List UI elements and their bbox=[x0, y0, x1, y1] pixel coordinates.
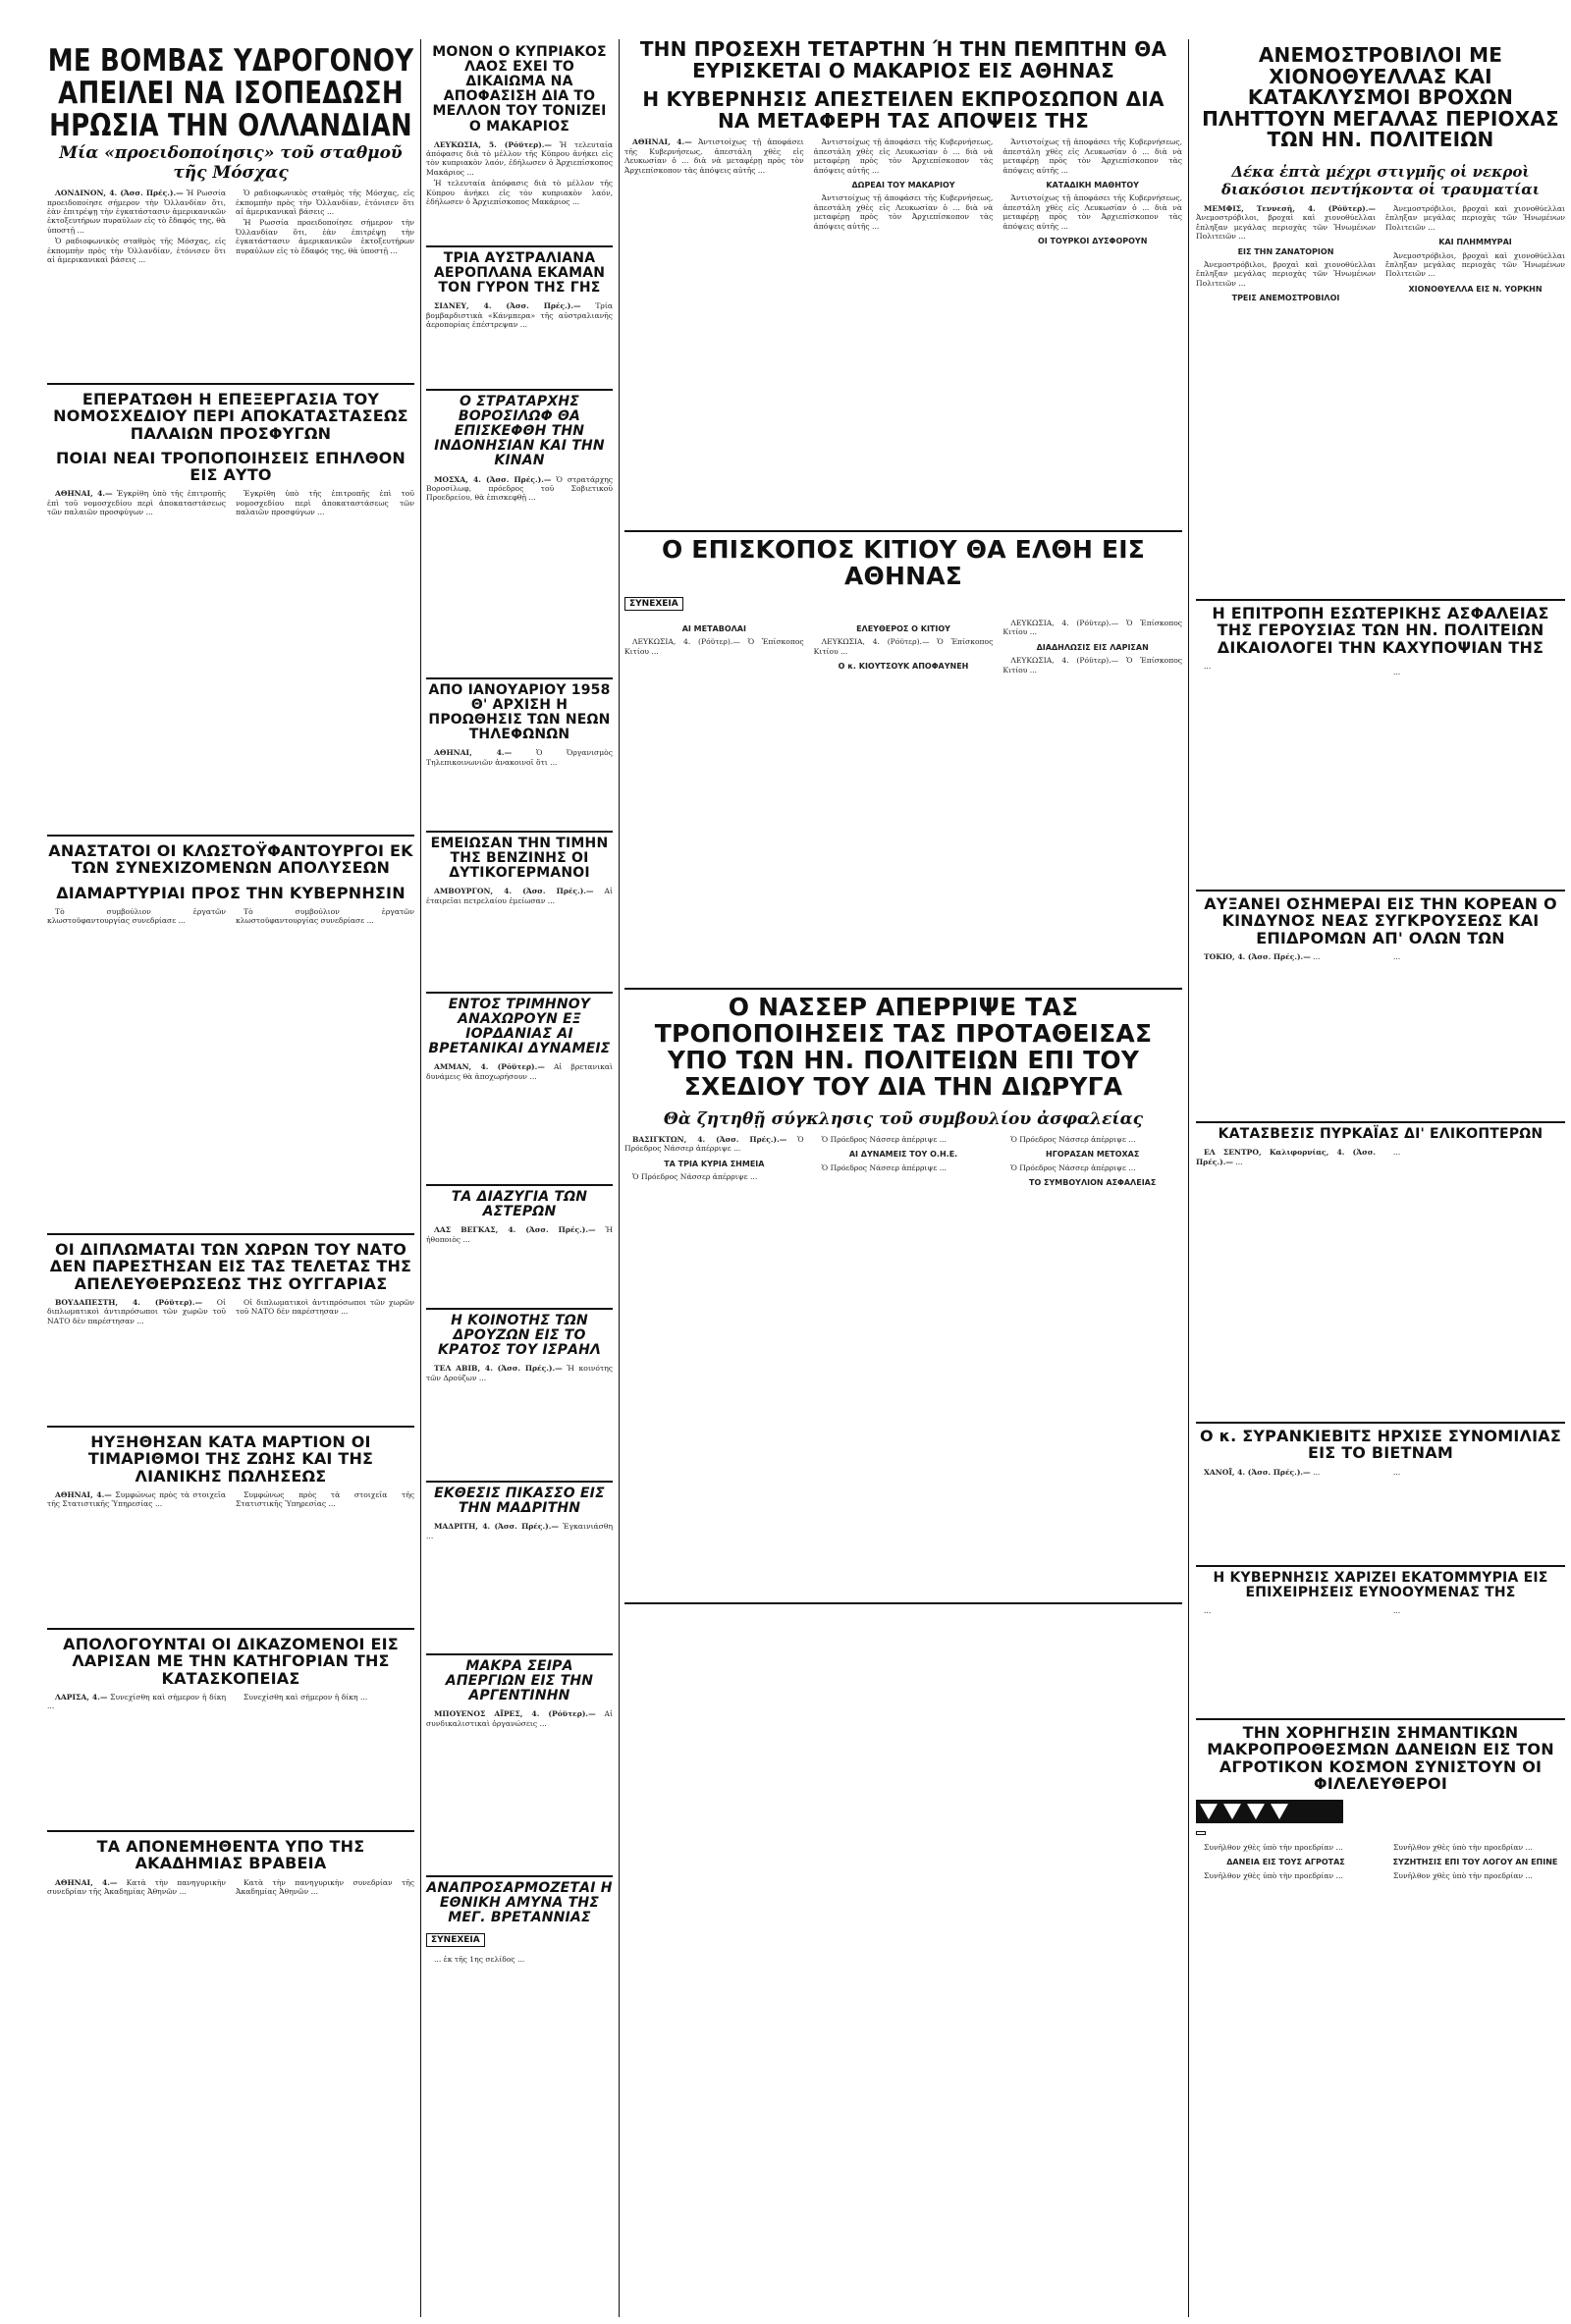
headline: Η ΚΥΒΕΡΝΗΣΙΣ ΧΑΡΙΖΕΙ ΕΚΑΤΟΜΜΥΡΙΑ ΕΙΣ ΕΠΙΧΕΙΡΗΣΕΙΣ ΕΥΝΟΟΥΜΕΝΑΣ ΤΗΣ bbox=[1213, 1570, 1548, 1601]
paragraph: Συνεχίσθη καὶ σήμερον ἡ δίκη ... bbox=[244, 1692, 368, 1702]
article-weather bbox=[1196, 45, 1565, 595]
article-argentina bbox=[426, 1653, 613, 1869]
article-new-phones bbox=[426, 677, 613, 825]
paragraph: Ἀντιστοίχως τῇ ἀποφάσει τῆς Κυβερνήσεως, ἀπεστάλη χθὲς εἰς Λευκωσίαν ὁ ... διὰ νὰ μεταφέρῃ πρὸς τὸν Ἀρχιεπίσκοπον τὰς ἀπόψεις αὐτῆς ... bbox=[624, 137, 804, 175]
column-rule bbox=[1188, 39, 1189, 2317]
article-body bbox=[426, 301, 613, 331]
paragraph: Αἱ ἑταιρεῖαι πετρελαίου ἐμείωσαν ... bbox=[426, 887, 613, 905]
article-mayors bbox=[1196, 599, 1565, 884]
continuation-banner bbox=[1196, 1800, 1343, 1823]
article-picasso bbox=[426, 1481, 613, 1648]
article-body bbox=[624, 1628, 1182, 1634]
paragraph: Ἀντιστοίχως τῇ ἀποφάσει τῆς Κυβερνήσεως, ἀπεστάλη χθὲς εἰς Λευκωσίαν ὁ ... διὰ νὰ μεταφέρῃ πρὸς τὸν Ἀρχιεπίσκοπον τὰς ἀπόψεις αὐτῆς ... bbox=[1002, 193, 1183, 231]
headline: ΤΗΝ ΠΡΟΣΕΧΗ ΤΕΤΑΡΤΗΝ Ή ΤΗΝ ΠΕΜΠΤΗΝ ΘΑ ΕΥΡΙΣΚΕΤΑΙ Ο ΜΑΚΑΡΙΟΣ ΕΙΣ ΑΘΗΝΑΣ bbox=[639, 37, 1167, 82]
article-body bbox=[624, 137, 1182, 249]
paragraph: Ὁ Πρόεδρος Νάσσερ ἀπέρριψε ... bbox=[632, 1172, 758, 1182]
paragraph: ΛΕΥΚΩΣΙΑ, 4. (Ρόϋτερ).— Ὁ Ἐπίσκοπος Κιτίου ... bbox=[1002, 619, 1183, 637]
paragraph: ΛΕΥΚΩΣΙΑ, 4. (Ρόϋτερ).— Ὁ Ἐπίσκοπος Κιτίου ... bbox=[624, 637, 804, 656]
dateline: ΛΟΝΔΙΝΟΝ, 4. (Ἀσσ. Πρές.).— bbox=[55, 189, 184, 198]
column-rule bbox=[619, 39, 620, 1119]
article-uk-defence bbox=[426, 1875, 613, 2317]
paragraph: Ἀντιστοίχως τῇ ἀποφάσει τῆς Κυβερνήσεως, ἀπεστάλη χθὲς εἰς Λευκωσίαν ὁ ... διὰ νὰ μεταφέρῃ πρὸς τὸν Ἀρχιεπίσκοπον τὰς ἀπόψεις αὐτῆς ... bbox=[1002, 137, 1183, 175]
headline: ΑΝΕΜΟΣΤΡΟΒΙΛΟΙ ΜΕ ΧΙΟΝΟΘΥΕΛΛΑΣ ΚΑΙ ΚΑΤΑΚΛΥΣΜΟΙ ΒΡΟΧΩΝ ΠΛΗΤΤΟΥΝ ΜΕΓΑΛΑΣ ΠΕΡΙΟΧΑΣ ΤΩΝ ΗΝ. ΠΟΛΙΤΕΙΩΝ bbox=[1202, 43, 1559, 152]
dateline: ΑΘΗΝΑΙ, 4.— bbox=[55, 489, 113, 499]
column-rule bbox=[619, 1119, 620, 2317]
headline: ΜΑΚΡΑ ΣΕΙΡΑ ΑΠΕΡΓΙΩΝ ΕΙΣ ΤΗΝ ΑΡΓΕΝΤΙΝΗΝ bbox=[445, 1658, 594, 1704]
dateline: ΑΘΗΝΑΙ, 4.— bbox=[632, 137, 692, 147]
paragraph: Ὁ Ὀργανισμὸς Τηλεπικοινωνιῶν ἀνακοινοῖ ὅτι ... bbox=[426, 748, 613, 767]
paragraph: Ἡ ἠθοποιὸς ... bbox=[426, 1225, 613, 1244]
headline: ΟΙ ΔΙΠΛΩΜΑΤΑΙ ΤΩΝ ΧΩΡΩΝ ΤΟΥ ΝΑΤΟ ΔΕΝ ΠΑΡΕΣΤΗΣΑΝ ΕΙΣ ΤΑΣ ΤΕΛΕΤΑΣ ΤΗΣ ΑΠΕΛΕΥΘΕΡΩΣΕΩΣ ΤΗΣ ΟΥΓΓΑΡΙΑΣ bbox=[49, 1240, 412, 1293]
paragraph: ΛΕΥΚΩΣΙΑ, 4. (Ρόϋτερ).— Ὁ Ἐπίσκοπος Κιτίου ... bbox=[813, 637, 994, 656]
section-heading: ΣΥΖΗΤΗΣΙΣ ΕΠΙ ΤΟΥ ΛΟΓΟΥ ΑΝ ΕΠΙΝΕ bbox=[1392, 1858, 1558, 1867]
article-body bbox=[1196, 204, 1565, 307]
dateline: ΛΑΡΙΣΑ, 4.— bbox=[55, 1692, 108, 1702]
paragraph: ... bbox=[1393, 951, 1401, 961]
article-body bbox=[1196, 952, 1565, 963]
banner-chevron bbox=[1247, 1804, 1265, 1819]
continuation-label: ΣΥΝΕΧΕΙΑ bbox=[426, 1933, 485, 1947]
banner-chevron bbox=[1200, 1804, 1218, 1819]
article-body bbox=[1196, 662, 1565, 678]
article-body bbox=[426, 140, 613, 209]
continuation-label bbox=[1196, 1831, 1206, 1835]
headline: ΗΥΞΗΘΗΣΑΝ ΚΑΤΑ ΜΑΡΤΙΟΝ ΟΙ ΤΙΜΑΡΙΘΜΟΙ ΤΗΣ ΖΩΗΣ ΚΑΙ ΤΗΣ ΛΙΑΝΙΚΗΣ ΠΩΛΗΣΕΩΣ bbox=[87, 1432, 374, 1486]
paragraph: Ἡ Ρωσσία προειδοποίησε σήμερον τὴν Ὀλλανδίαν ὅτι, ἐὰν ἐπιτρέψῃ τὴν ἐγκατάστασιν ἀμερικανικῶν ἐκτοξευτήρων πυραύλων εἰς τὸ ἔδαφός της, θὰ ὑποστῇ ... bbox=[236, 218, 414, 255]
section-heading: ΕΙΣ ΤΗΝ ΖΑΝΑΤΟΡΙΟΝ bbox=[1237, 246, 1334, 256]
headline: Η ΕΠΙΤΡΟΠΗ ΕΣΩΤΕΡΙΚΗΣ ΑΣΦΑΛΕΙΑΣ ΤΗΣ ΓΕΡΟΥΣΙΑΣ ΤΩΝ ΗΝ. ΠΟΛΙΤΕΙΩΝ ΔΙΚΑΙΟΛΟΓΕΙ ΤΗΝ ΚΑΧΥΠΟΨΙΑΝ ΤΗΣ bbox=[1212, 604, 1549, 657]
continuation-label: ΣΥΝΕΧΕΙΑ bbox=[624, 597, 683, 611]
paragraph: Ὁ Πρόεδρος Νάσσερ ἀπέρριψε ... bbox=[1010, 1162, 1136, 1172]
paragraph: ... bbox=[1393, 667, 1401, 676]
section-heading: ΧΙΟΝΟΘΥΕΛΛΑ ΕΙΣ Ν. ΥΟΡΚΗΝ bbox=[1408, 284, 1543, 294]
paragraph: ... bbox=[1313, 1467, 1321, 1477]
paragraph: Ἐγκαινιάσθη ... bbox=[426, 1522, 613, 1540]
headline: Ο ΣΤΡΑΤΑΡΧΗΣ ΒΟΡΟΣΙΛΩΦ ΘΑ ΕΠΙΣΚΕΦΘΗ ΤΗΝ ΙΝΔΟΝΗΣΙΑΝ ΚΑΙ ΤΗΝ ΚΙΝΑΝ bbox=[434, 394, 605, 469]
article-body bbox=[426, 748, 613, 769]
column-rule bbox=[420, 1060, 421, 2317]
article-bishop-kition bbox=[624, 530, 1182, 982]
paragraph: ... bbox=[1393, 1148, 1401, 1158]
paragraph: Συνῆλθον χθὲς ὑπὸ τὴν προεδρίαν ... bbox=[1204, 1843, 1343, 1853]
paragraph: Ἀνεμοστρόβιλοι, βροχαὶ καὶ χιονοθύελλαι ἔπληξαν μεγάλας περιοχὰς τῶν Ἡνωμένων Πολιτειῶν ... bbox=[1385, 203, 1565, 232]
article-benzine bbox=[426, 831, 613, 988]
headline: ΤΑ ΑΠΟΝΕΜΗΘΕΝΤΑ ΥΠΟ ΤΗΣ ΑΚΑΔΗΜΙΑΣ ΒΡΑΒΕΙΑ bbox=[96, 1837, 365, 1873]
paragraph: Ὁ Πρόεδρος Νάσσερ ἀπέρριψε ... bbox=[624, 1135, 804, 1154]
headline: ΑΠΟΛΟΓΟΥΝΤΑΙ ΟΙ ΔΙΚΑΖΟΜΕΝΟΙ ΕΙΣ ΛΑΡΙΣΑΝ ΜΕ ΤΗΝ ΚΑΤΗΓΟΡΙΑΝ ΤΗΣ ΚΑΤΑΣΚΟΠΕΙΑΣ bbox=[63, 1635, 399, 1688]
paragraph: Συνῆλθον χθὲς ὑπὸ τὴν προεδρίαν ... bbox=[1393, 1870, 1533, 1880]
paragraph: Ὁ ραδιοφωνικὸς σταθμὸς τῆς Μόσχας, εἰς ἐκπομπὴν πρὸς τὴν Ὀλλανδίαν, ἐτόνισεν ὅτι αἱ ἀμερικανικαὶ βάσεις ... bbox=[236, 189, 414, 217]
article-fire-helicopters bbox=[1196, 1422, 1565, 1559]
paragraph: Ἡ κοινότης τῶν Δρούζων ... bbox=[426, 1364, 613, 1382]
paragraph: Ἐγκρίθη ὑπὸ τῆς ἐπιτροπῆς ἐπὶ τοῦ νομοσχεδίου περὶ ἀποκαταστάσεως τῶν παλαιῶν προσφύγων ... bbox=[47, 489, 226, 517]
dateline: ΧΑΝΟΪ, 4. (Ἀσσ. Πρές.).— bbox=[1204, 1467, 1311, 1477]
paragraph: ... bbox=[1393, 1467, 1401, 1477]
continuation-marker bbox=[624, 597, 1182, 611]
article-body bbox=[426, 1364, 613, 1384]
article-body bbox=[1196, 1843, 1565, 1882]
article-refugees bbox=[47, 383, 414, 825]
article-body bbox=[47, 907, 414, 928]
article-price-indices bbox=[47, 1426, 414, 1622]
article-body bbox=[1196, 1468, 1565, 1479]
article-senate bbox=[1196, 890, 1565, 1115]
section-heading: ΤΟ ΣΥΜΒΟΥΛΙΟΝ ΑΣΦΑΛΕΙΑΣ bbox=[1029, 1178, 1157, 1188]
paragraph: Ὁ στρατάρχης Βοροσίλωφ, πρόεδρος τοῦ Σοβιετικοῦ Προεδρείου, θὰ ἐπισκεφθῇ ... bbox=[426, 474, 613, 503]
paragraph: Συνεχίσθη καὶ σήμερον ἡ δίκη ... bbox=[47, 1692, 226, 1711]
article-nasser bbox=[624, 988, 1182, 1596]
continuation-marker bbox=[1196, 1831, 1565, 1835]
section-heading: ΟΙ ΤΟΥΡΚΟΙ ΔΥΣΦΟΡΟΥΝ bbox=[1037, 237, 1148, 246]
section-heading: Ο κ. ΚΙΟΥΤΣΟΥΚ ΑΠΟΦΑΥΝΕΗ bbox=[838, 662, 969, 672]
section-heading: ΔΑΝΕΙΑ ΕΙΣ ΤΟΥΣ ΑΓΡΟΤΑΣ bbox=[1226, 1858, 1345, 1867]
article-body bbox=[47, 1490, 414, 1511]
article-subsidies bbox=[1196, 1718, 1565, 2317]
article-textile-workers bbox=[47, 835, 414, 1227]
headline: ΕΜΕΙΩΣΑΝ ΤΗΝ ΤΙΜΗΝ ΤΗΣ ΒΕΝΖΙΝΗΣ ΟΙ ΔΥΤΙΚΟΓΕΡΜΑΝΟΙ bbox=[430, 836, 609, 882]
headline: Η ΚΟΙΝΟΤΗΣ ΤΩΝ ΔΡΟΥΖΩΝ ΕΙΣ ΤΟ ΚΡΑΤΟΣ ΤΟΥ ΙΣΡΑΗΛ bbox=[437, 1313, 602, 1359]
dateline: ΑΘΗΝΑΙ, 4.— bbox=[434, 748, 513, 758]
headline: ΑΥΞΑΝΕΙ ΟΣΗΜΕΡΑΙ ΕΙΣ ΤΗΝ ΚΟΡΕΑΝ Ο ΚΙΝΔΥΝΟΣ ΝΕΑΣ ΣΥΓΚΡΟΥΣΕΩΣ ΚΑΙ ΕΠΙΔΡΟΜΩΝ ΑΠ' ΟΛΩΝ ΤΩΝ bbox=[1204, 894, 1557, 947]
dateline: ΜΟΣΧΑ, 4. (Ἀσσ. Πρές.).— bbox=[434, 474, 552, 484]
article-body bbox=[426, 1062, 613, 1083]
dateline: ΤΕΛ ΑΒΙΒ, 4. (Ἀσσ. Πρές.).— bbox=[434, 1364, 563, 1374]
column-rule bbox=[420, 39, 421, 1060]
dateline: ΜΕΜΦΙΣ, Τεννεσῆ, 4. (Ρόϋτερ).— bbox=[1204, 203, 1376, 213]
dateline: ΑΘΗΝΑΙ, 4.— bbox=[55, 1877, 118, 1887]
subheadline: ΔΙΑΜΑΡΤΥΡΙΑΙ ΠΡΟΣ ΤΗΝ ΚΥΒΕΡΝΗΣΙΝ bbox=[56, 883, 406, 902]
article-druze bbox=[426, 1308, 613, 1475]
paragraph: Ὁ Πρόεδρος Νάσσερ ἀπέρριψε ... bbox=[1010, 1135, 1136, 1144]
paragraph: Ἀνεμοστρόβιλοι, βροχαὶ καὶ χιονοθύελλαι ἔπληξαν μεγάλας περιοχὰς τῶν Ἡνωμένων Πολιτειῶν ... bbox=[1196, 213, 1376, 242]
dateline: ΒΑΣΙΓΚΤΩΝ, 4. (Ἀσσ. Πρές.).— bbox=[632, 1135, 787, 1144]
paragraph: Συνῆλθον χθὲς ὑπὸ τὴν προεδρίαν ... bbox=[1393, 1843, 1533, 1853]
headline: ΕΝΤΟΣ ΤΡΙΜΗΝΟΥ ΑΝΑΧΩΡΟΥΝ ΕΞ ΙΟΡΔΑΝΙΑΣ ΑΙ ΒΡΕΤΑΝΙΚΑΙ ΔΥΝΑΜΕΙΣ bbox=[428, 997, 611, 1057]
article-makarios-athens bbox=[624, 39, 1182, 530]
article-body bbox=[426, 1522, 613, 1542]
section-heading: ΕΛΕΥΘΕΡΟΣ Ο ΚΙΤΙΟΥ bbox=[856, 624, 950, 633]
paragraph: Ὁ Πρόεδρος Νάσσερ ἀπέρριψε ... bbox=[821, 1135, 947, 1144]
paragraph: ... bbox=[1235, 1157, 1243, 1166]
dateline: ΜΠΟΥΕΝΟΣ ΑΪΡΕΣ, 4. (Ρόϋτερ).— bbox=[434, 1709, 596, 1719]
article-body bbox=[426, 887, 613, 907]
continuation-marker bbox=[426, 1933, 613, 1947]
headline: ΚΑΤΑΣΒΕΣΙΣ ΠΥΡΚΑΪΑΣ ΔΙ' ΕΛΙΚΟΠΤΕΡΩΝ bbox=[1218, 1126, 1544, 1142]
paragraph: Κατὰ τὴν πανηγυρικὴν συνεδρίαν τῆς Ἀκαδημίας Ἀθηνῶν ... bbox=[47, 1877, 226, 1896]
headline: Ο ΕΠΙΣΚΟΠΟΣ ΚΙΤΙΟΥ ΘΑ ΕΛΘΗ ΕΙΣ ΑΘΗΝΑΣ bbox=[661, 535, 1146, 590]
headline: ΕΚΘΕΣΙΣ ΠΙΚΑΣΣΟ ΕΙΣ ΤΗΝ ΜΑΔΡΙΤΗΝ bbox=[434, 1486, 605, 1517]
article-body bbox=[624, 1135, 1182, 1192]
section-heading: ΑΙ ΔΥΝΑΜΕΙΣ ΤΟΥ Ο.Η.Ε. bbox=[848, 1150, 958, 1160]
paragraph: ... ἐκ τῆς 1ης σελίδος ... bbox=[434, 1955, 525, 1965]
paragraph: Οἱ διπλωματικοὶ ἀντιπρόσωποι τῶν χωρῶν τοῦ ΝΑΤΟ δὲν παρέστησαν ... bbox=[47, 1297, 226, 1325]
dateline: ΣΙΔΝΕΥ, 4. (Ἀσσ. Πρές.).— bbox=[434, 301, 581, 311]
section-heading: ΗΓΟΡΑΣΑΝ ΜΕΤΟΧΑΣ bbox=[1046, 1150, 1140, 1160]
paragraph: ... bbox=[1313, 951, 1321, 961]
dateline: ΛΑΣ ΒΕΓΚΑΣ, 4. (Ἀσσ. Πρές.).— bbox=[434, 1225, 596, 1235]
paragraph: Ἀνεμοστρόβιλοι, βροχαὶ καὶ χιονοθύελλαι ἔπληξαν μεγάλας περιοχὰς τῶν Ἡνωμένων Πολιτειῶν ... bbox=[1196, 260, 1376, 288]
paragraph: Αἱ βρετανικαὶ δυνάμεις θὰ ἀποχωρήσουν ... bbox=[426, 1062, 613, 1081]
paragraph: Οἱ διπλωματικοὶ ἀντιπρόσωποι τῶν χωρῶν τοῦ ΝΑΤΟ δὲν παρέστησαν ... bbox=[236, 1297, 414, 1317]
dateline: ΜΑΔΡΙΤΗ, 4. (Ἀσσ. Πρές.).— bbox=[434, 1522, 560, 1532]
headline: Ο ΝΑΣΣΕΡ ΑΠΕΡΡΙΨΕ ΤΑΣ ΤΡΟΠΟΠΟΙΗΣΕΙΣ ΤΑΣ ΠΡΟΤΑΘΕΙΣΑΣ ΥΠΟ ΤΩΝ ΗΝ. ΠΟΛΙΤΕΙΩΝ ΕΠΙ ΤΟΥ ΣΧΕΔΙΟΥ ΤΟΥ ΔΙΑ ΤΗΝ ΔΙΩΡΥΓΑ bbox=[654, 993, 1153, 1101]
headline: Ο κ. ΣΥΡΑΝΚΙΕΒΙΤΣ ΗΡΧΙΣΕ ΣΥΝΟΜΙΛΙΑΣ ΕΙΣ ΤΟ ΒΙΕΤΝΑΜ bbox=[1200, 1427, 1561, 1463]
headline: ΑΝΑΣΤΑΤΟΙ ΟΙ ΚΛΩΣΤΟΫΦΑΝΤΟΥΡΓΟΙ ΕΚ ΤΩΝ ΣΥΝΕΧΙΖΟΜΕΝΩΝ ΑΠΟΛΥΣΕΩΝ bbox=[48, 841, 413, 878]
article-body bbox=[47, 189, 414, 266]
paragraph: Τὸ συμβούλιον ἐργατῶν κλωστοϋφαντουργίας συνεδρίασε ... bbox=[47, 906, 226, 926]
subheadline: Μία «προειδοποίησις» τοῦ σταθμοῦ τῆς Μόσχας bbox=[59, 143, 403, 184]
article-body bbox=[1196, 1148, 1565, 1168]
paragraph: ... bbox=[1393, 1606, 1401, 1616]
banner-chevron bbox=[1271, 1804, 1288, 1819]
paragraph: Ἀντιστοίχως τῇ ἀποφάσει τῆς Κυβερνήσεως, ἀπεστάλη χθὲς εἰς Λευκωσίαν ὁ ... διὰ νὰ μεταφέρῃ πρὸς τὸν Ἀρχιεπίσκοπον τὰς ἀπόψεις αὐτῆς ... bbox=[813, 137, 994, 175]
article-body bbox=[426, 1225, 613, 1246]
paragraph: Κατὰ τὴν πανηγυρικὴν συνεδρίαν τῆς Ἀκαδημίας Ἀθηνῶν ... bbox=[236, 1877, 414, 1896]
article-body bbox=[426, 1955, 613, 1966]
paragraph: ... bbox=[1204, 1606, 1212, 1616]
article-body bbox=[47, 1693, 414, 1713]
article-body bbox=[1196, 1606, 1565, 1617]
dateline: ΒΟΥΔΑΠΕΣΤΗ, 4. (Ρόϋτερ).— bbox=[55, 1297, 203, 1307]
article-body bbox=[47, 489, 414, 518]
dateline: ΛΕΥΚΩΣΙΑ, 5. (Ρόϋτερ).— bbox=[434, 139, 553, 149]
paragraph: Τὸ συμβούλιον ἐργατῶν κλωστοϋφαντουργίας συνεδρίασε ... bbox=[236, 906, 414, 926]
banner-chevron bbox=[1223, 1804, 1241, 1819]
article-farm-loans bbox=[624, 1602, 1182, 2319]
section-heading: ΤΑ ΤΡΙΑ ΚΥΡΙΑ ΣΗΜΕΙΑ bbox=[664, 1159, 765, 1168]
subheadline: ΠΟΙΑΙ ΝΕΑΙ ΤΡΟΠΟΠΟΙΗΣΕΙΣ ΕΠΗΛΘΟΝ ΕΙΣ ΑΥΤΟ bbox=[55, 448, 406, 485]
paragraph: Ἡ τελευταία ἀπόφασις διὰ τὸ μέλλον τῆς Κύπρου ἀνήκει εἰς τὸν κυπριακὸν λαόν, ἐδήλωσεν ὁ Ἀρχιεπίσκοπος Μακάριος ... bbox=[426, 179, 613, 207]
paragraph: Ὁ ραδιοφωνικὸς σταθμὸς τῆς Μόσχας, εἰς ἐκπομπὴν πρὸς τὴν Ὀλλανδίαν, ἐτόνισεν ὅτι αἱ ἀμερικανικαὶ βάσεις ... bbox=[47, 237, 226, 265]
headline: ΑΠΟ ΙΑΝΟΥΑΡΙΟΥ 1958 Θ' ΑΡΧΙΣΗ Η ΠΡΟΩΘΗΣΙΣ ΤΩΝ ΝΕΩΝ ΤΗΛΕΦΩΝΩΝ bbox=[428, 682, 611, 743]
subheadline: Η ΚΥΒΕΡΝΗΣΙΣ ΑΠΕΣΤΕΙΛΕΝ ΕΚΠΡΟΣΩΠΟΝ ΔΙΑ ΝΑ ΜΕΤΑΦΕΡΗ ΤΑΣ ΑΠΟΨΕΙΣ ΤΗΣ bbox=[642, 87, 1165, 133]
paragraph: Ἡ τελευταία ἀπόφασις διὰ τὸ μέλλον τῆς Κύπρου ἀνήκει εἰς τὸν κυπριακὸν λαόν, ἐδήλωσεν ὁ Ἀρχιεπίσκοπος Μακάριος ... bbox=[426, 139, 613, 177]
article-body bbox=[426, 1709, 613, 1730]
section-heading: ΔΙΑΔΗΛΩΣΙΣ ΕΙΣ ΛΑΡΙΣΑΝ bbox=[1036, 642, 1149, 652]
section-heading: ΑΙ ΜΕΤΑΒΟΛΑΙ bbox=[681, 624, 746, 633]
paragraph: ... bbox=[1204, 661, 1212, 671]
article-nato-diplomats bbox=[47, 1233, 414, 1420]
article-korea bbox=[1196, 1121, 1565, 1416]
dateline: ΑΜΒΟΥΡΓΟΝ, 4. (Ἀσσ. Πρές.).— bbox=[434, 887, 594, 896]
dateline: ΑΘΗΝΑΙ, 4.— bbox=[55, 1489, 112, 1499]
paragraph: ΛΕΥΚΩΣΙΑ, 4. (Ρόϋτερ).— Ὁ Ἐπίσκοπος Κιτίου ... bbox=[1002, 656, 1183, 675]
article-cyprus bbox=[426, 45, 613, 242]
section-heading: ΚΑΙ ΠΛΗΜΜΥΡΑΙ bbox=[1438, 238, 1512, 247]
headline: ΤΡΙΑ ΑΥΣΤΡΑΛΙΑΝΑ ΑΕΡΟΠΛΑΝΑ ΕΚΑΜΑΝ ΤΟΝ ΓΥΡΟΝ ΤΗΣ ΓΗΣ bbox=[433, 250, 606, 297]
headline: ΜΕ ΒΟΜΒΑΣ ΥΔΡΟΓΟΝΟΥ ΑΠΕΙΛΕΙ ΝΑ ΙΣΟΠΕΔΩΣΗ ΗΡΩΣΙΑ ΤΗΝ ΟΛΛΑΝΔΙΑΝ bbox=[47, 43, 414, 144]
article-body bbox=[47, 1878, 414, 1899]
article-australian-planes bbox=[426, 245, 613, 383]
article-larisa-trial bbox=[47, 1628, 414, 1824]
section-heading: ΤΡΕΙΣ ΑΝΕΜΟΣΤΡΟΒΙΛΟΙ bbox=[1231, 294, 1340, 303]
headline: ΕΠΕΡΑΤΩΘΗ Η ΕΠΕΞΕΡΓΑΣΙΑ ΤΟΥ ΝΟΜΟΣΧΕΔΙΟΥ ΠΕΡΙ ΑΠΟΚΑΤΑΣΤΑΣΕΩΣ ΠΑΛΑΙΩΝ ΠΡΟΣΦΥΓΩΝ bbox=[53, 390, 408, 443]
article-vietnam bbox=[1196, 1565, 1565, 1712]
dateline: ΤΟΚΙΟ, 4. (Ἀσσ. Πρές.).— bbox=[1204, 951, 1311, 961]
article-body bbox=[624, 619, 1182, 676]
article-jordan bbox=[426, 992, 613, 1178]
dateline: ΕΛ ΣΕΝΤΡΟ, Καλιφορνίας, 4. (Ἀσσ. Πρές.).— bbox=[1196, 1148, 1376, 1166]
headline: ΤΑ ΔΙΑΖΥΓΙΑ ΤΩΝ ΑΣΤΕΡΩΝ bbox=[451, 1189, 588, 1220]
paragraph: Ἀνεμοστρόβιλοι, βροχαὶ καὶ χιονοθύελλαι ἔπληξαν μεγάλας περιοχὰς τῶν Ἡνωμένων Πολιτειῶν ... bbox=[1385, 250, 1565, 279]
headline: ΤΗΝ ΧΟΡΗΓΗΣΙΝ ΣΗΜΑΝΤΙΚΩΝ ΜΑΚΡΟΠΡΟΘΕΣΜΩΝ ΔΑΝΕΙΩΝ ΕΙΣ ΤΟΝ ΑΓΡΟΤΙΚΟΝ ΚΟΣΜΟΝ ΣΥΝΙΣΤΟΥΝ ΟΙ ΦΙΛΕΛΕΥΘΕΡΟΙ bbox=[1207, 1723, 1554, 1793]
article-academy-prizes bbox=[47, 1830, 414, 2317]
section-heading: ΔΩΡΕΑΙ ΤΟΥ ΜΑΚΑΡΙΟΥ bbox=[851, 181, 955, 189]
paragraph: Τρία βομβαρδιστικὰ «Κάνμπερα» τῆς αὐστραλιανῆς ἀεροπορίας ἐπέστρεψαν ... bbox=[426, 301, 613, 330]
article-hbomb bbox=[47, 45, 414, 375]
paragraph: Συμφώνως πρὸς τὰ στοιχεῖα τῆς Στατιστικῆς Ὑπηρεσίας ... bbox=[47, 1489, 226, 1509]
paragraph: Ἐγκρίθη ὑπὸ τῆς ἐπιτροπῆς ἐπὶ τοῦ νομοσχεδίου περὶ ἀποκαταστάσεως τῶν παλαιῶν προσφύγων ... bbox=[236, 489, 414, 517]
paragraph: Ἡ Ρωσσία προειδοποίησε σήμερον τὴν Ὀλλανδίαν ὅτι, ἐὰν ἐπιτρέψῃ τὴν ἐγκατάστασιν ἀμερικανικῶν ἐκτοξευτήρων πυραύλων εἰς τὸ ἔδαφός της, θὰ ὑποστῇ ... bbox=[47, 189, 226, 235]
headline: ΜΟΝΟΝ Ο ΚΥΠΡΙΑΚΟΣ ΛΑΟΣ ΕΧΕΙ ΤΟ ΔΙΚΑΙΩΜΑ ΝΑ ΑΠΟΦΑΣΙΣΗ ΔΙΑ ΤΟ ΜΕΛΛΟΝ ΤΟΥ ΤΟΝΙΖΕΙ Ο ΜΑΚΑΡΙΟΣ bbox=[432, 44, 607, 135]
subheadline: Δέκα ἑπτὰ μέχρι στιγμῆς οἱ νεκροὶ διακόσιοι πεντήκοντα οἱ τραυματίαι bbox=[1220, 162, 1541, 198]
dateline: ΑΜΜΑΝ, 4. (Ρόϋτερ).— bbox=[434, 1062, 545, 1072]
article-body bbox=[426, 475, 613, 505]
subheadline: Θὰ ζητηθῇ σύγκλησις τοῦ συμβουλίου ἀσφαλείας bbox=[663, 1109, 1144, 1129]
article-voroshilov bbox=[426, 389, 613, 674]
paragraph: Ὁ Πρόεδρος Νάσσερ ἀπέρριψε ... bbox=[821, 1162, 947, 1172]
article-body bbox=[47, 1298, 414, 1327]
paragraph: Ἀντιστοίχως τῇ ἀποφάσει τῆς Κυβερνήσεως, ἀπεστάλη χθὲς εἰς Λευκωσίαν ὁ ... διὰ νὰ μεταφέρῃ πρὸς τὸν Ἀρχιεπίσκοπον τὰς ἀπόψεις αὐτῆς ... bbox=[813, 193, 994, 231]
paragraph: Αἱ συνδικαλιστικαὶ ὀργανώσεις ... bbox=[426, 1709, 613, 1728]
section-heading: ΚΑΤΑΔΙΚΗ ΜΑΘΗΤΟΥ bbox=[1046, 181, 1139, 189]
headline: ΑΝΑΠΡΟΣΑΡΜΟΖΕΤΑΙ Η ΕΘΝΙΚΗ ΑΜΥΝΑ ΤΗΣ ΜΕΓ. ΒΡΕΤΑΝΝΙΑΣ bbox=[426, 1880, 613, 1926]
article-stars-divorces bbox=[426, 1184, 613, 1302]
paragraph: Συνῆλθον χθὲς ὑπὸ τὴν προεδρίαν ... bbox=[1204, 1870, 1343, 1880]
paragraph: Συμφώνως πρὸς τὰ στοιχεῖα τῆς Στατιστικῆς Ὑπηρεσίας ... bbox=[236, 1489, 414, 1509]
